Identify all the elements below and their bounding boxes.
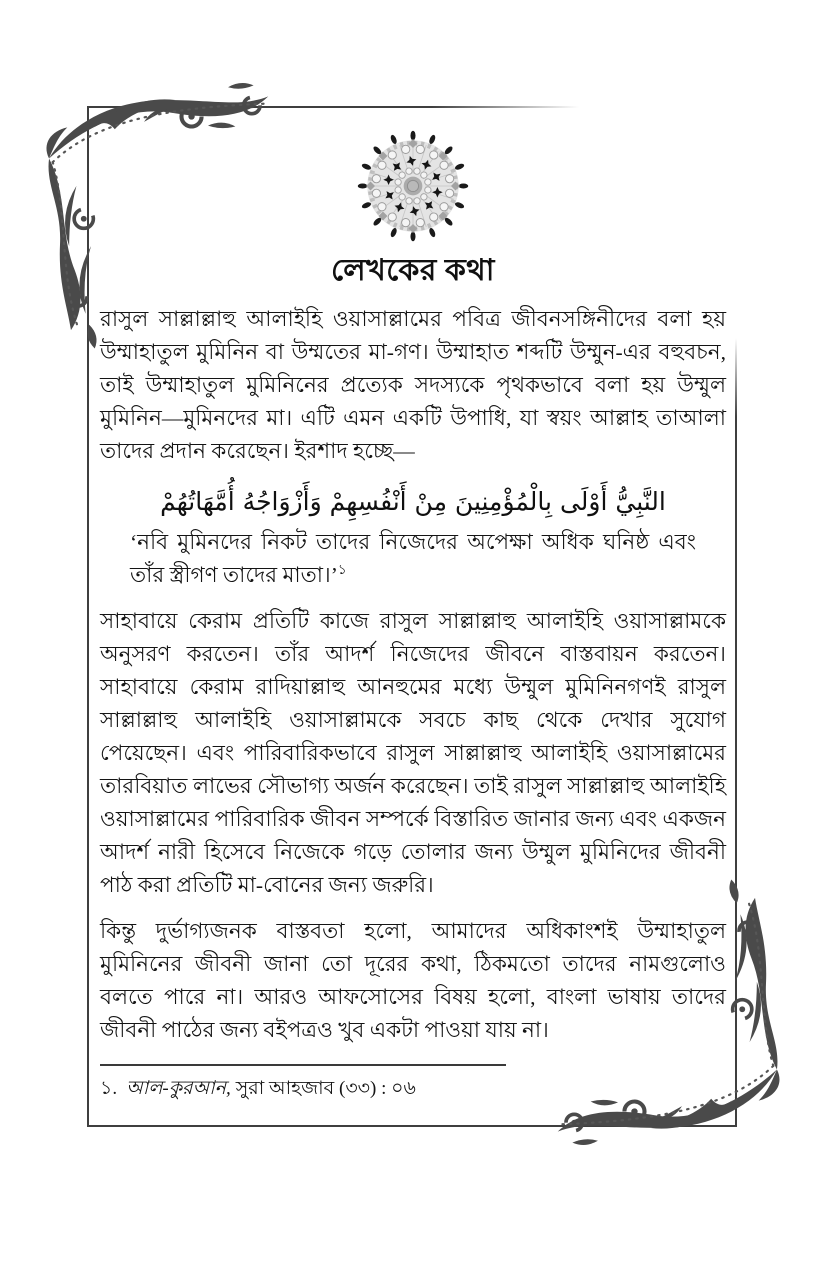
footnote	[100, 1076, 726, 1102]
ornamental-medallion-icon	[357, 130, 469, 242]
paragraph-1: রাসুল সাল্লাল্লাহু আলাইহি ওয়াসাল্লামের পবিত্র জীবনসঙ্গিনীদের বলা হয় উম্মাহাতুল মুমিনিন বা উম্মতের মা-গণ। উম্মাহাত শব্দটি উম্মুন-এর বহুবচন, তাই উম্মাহাতুল মুমিনিনের প্রত্যেক সদস্যকে পৃথকভাবে বলা হয় উম্মুল মুমিনিন—মুমিনদের মা। এটি এমন একটি উপাধি, যা স্বয়ং আল্লাহ তাআলা তাদের প্রদান করেছেন। ইরশাদ হচ্ছে—	[100, 307, 726, 463]
arabic-verse: النَّبِيُّ أَوْلَى بِالْمُؤْمِنِينَ مِنْ أَنْفُسِهِمْ وَأَزْوَاجُهُ أُمَّهَاتُهُمْ	[160, 487, 666, 516]
footnote-source: আল-কুরআন,	[126, 1078, 231, 1099]
paragraph-3: কিন্তু দুর্ভাগ্যজনক বাস্তবতা হলো, আমাদের অধিকাংশই উম্মাহাতুল মুমিনিনের জীবনী জানা তো দূরের কথা, ঠিকমতো তাদের নামগুলোও বলতে পারে না। আরও আফসোসের বিষয় হলো, বাংলা ভাষায় তাদের জীবনী পাঠের জন্য বইপত্রও খুব একটা পাওয়া যায় না।	[100, 919, 726, 1042]
footnote-divider	[100, 1064, 506, 1066]
footnote-area	[100, 1064, 726, 1102]
footnote-reference: ১	[337, 561, 347, 577]
paragraph-2: সাহাবায়ে কেরাম প্রতিটি কাজে রাসুল সাল্লাল্লাহু আলাইহি ওয়াসাল্লামকে অনুসরণ করতেন। তাঁর আদর্শ নিজেদের জীবনে বাস্তবায়ন করতেন। সাহাবায়ে কেরাম রাদিয়াল্লাহু আনহুমের মধ্যে উম্মুল মুমিনিনগণই রাসুল সাল্লাল্লাহু আলাইহি ওয়াসাল্লামকে সবচে কাছ থেকে দেখার সুযোগ পেয়েছেন। এবং পারিবারিকভাবে রাসুল সাল্লাল্লাহু আলাইহি ওয়াসাল্লামের তারবিয়াত লাভের সৌভাগ্য অর্জন করেছেন। তাই রাসুল সাল্লাল্লাহু আলাইহি ওয়াসাল্লামের পারিবারিক জীবন সম্পর্কে বিস্তারিত জানার জন্য এবং একজন আদর্শ নারী হিসেবে নিজেকে গড়ে তোলার জন্য উম্মুল মুমিনিদের জীবনী পাঠ করা প্রতিটি মা-বোনের জন্য জরুরি।	[100, 609, 726, 897]
verse-translation-text: ‘নবি মুমিনদের নিকট তাদের নিজেদের অপেক্ষা অধিক ঘনিষ্ঠ এবং তাঁর স্ত্রীগণ তাদের মাতা।’	[130, 530, 696, 587]
verse-translation	[130, 526, 696, 592]
footnote-detail: সুরা আহজাব (৩৩) : ০৬	[235, 1078, 416, 1099]
body-text	[100, 303, 726, 1060]
footnote-marker: ১.	[100, 1078, 118, 1099]
chapter-title: লেখকের কথা	[331, 254, 495, 287]
